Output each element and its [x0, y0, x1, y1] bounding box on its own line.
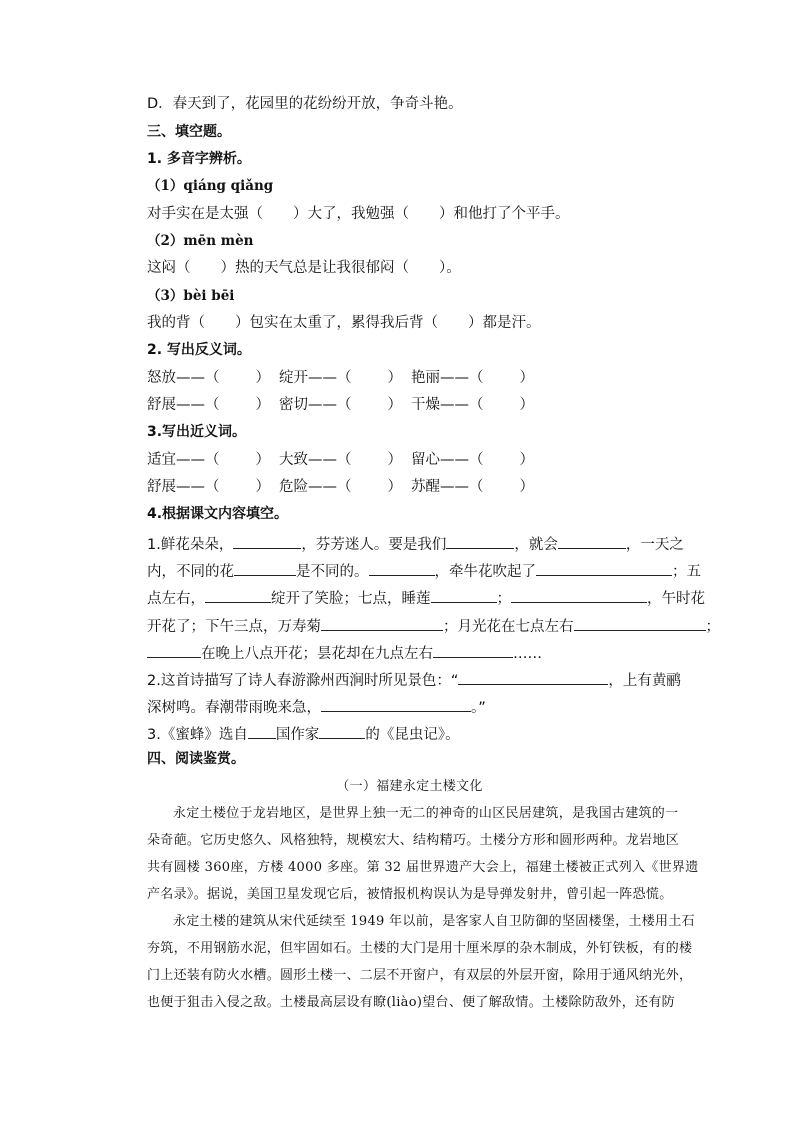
synonym-prompt: 大致——（	[279, 452, 352, 468]
fill-passage-line-2	[147, 559, 701, 582]
answer-blank[interactable]	[446, 532, 514, 549]
passage-text: ，一天之	[625, 537, 684, 553]
q1-3-part-b: ）包实在太重了，累得我后背（	[235, 315, 438, 331]
q2-title: 2. 写出反义词。	[147, 342, 251, 358]
q1-1-pinyin: （1）qiáng qiǎng	[147, 178, 274, 194]
q1-3-part-a: 我的背（	[147, 315, 205, 331]
passage-text: 。”	[471, 700, 486, 716]
question-d-option: D．春天到了，花园里的花纷纷开放，争奇斗艳。	[147, 96, 463, 112]
fill-passage-line-3	[147, 586, 705, 609]
antonym-prompt: 艳丽——（	[411, 370, 484, 386]
passage-text: ，就会	[514, 537, 558, 553]
reading-line-1: 永定土楼位于龙岩地区，是世界上独一无二的神奇的山区民居建筑，是我国古建筑的一	[173, 806, 679, 821]
passage-text: 深树鸣。春潮带雨晚来急，	[147, 700, 321, 716]
q1-1-part-c: ）和他打了个平手。	[439, 206, 570, 222]
reading-title: （一）福建永定土楼文化	[336, 779, 483, 794]
passage-text: 3.《蜜蜂》选自	[147, 727, 248, 743]
paren-close: ）	[387, 370, 402, 386]
poem-line-2	[147, 695, 486, 718]
answer-blank[interactable]	[511, 586, 647, 603]
synonym-prompt: 舒展——（	[147, 479, 220, 495]
q1-2-part-c: ）。	[439, 260, 461, 276]
antonyms-row-1	[147, 368, 534, 388]
passage-text: 1.鲜花朵朵，	[147, 537, 234, 553]
paren-close: ）	[387, 397, 402, 413]
passage-text: ，牵牛花吹起了	[434, 564, 536, 580]
passage-text: ；五	[672, 564, 701, 580]
answer-blank[interactable]	[205, 586, 271, 603]
answer-blank[interactable]	[536, 559, 672, 576]
bee-question	[147, 722, 460, 745]
passage-text: 开花了；下午三点，万寿菊	[147, 619, 321, 635]
paren-close: ）	[255, 397, 270, 413]
antonym-prompt: 怒放——（	[147, 370, 220, 386]
passage-text: 在晚上八点开花；昙花却在九点左右	[201, 646, 433, 662]
reading-line-5: 永定土楼的建筑从宋代延续至 1949 年以前，是客家人自卫防御的坚固楼堡，土楼用土石	[173, 914, 695, 929]
paren-close: ）	[255, 452, 270, 468]
passage-text: ；	[705, 619, 720, 635]
q4-title: 4.根据课文内容填空。	[147, 506, 289, 522]
paren-close: ）	[519, 370, 534, 386]
section-3-heading: 三、填空题。	[147, 124, 231, 140]
q1-title: 1. 多音字辨析。	[147, 151, 251, 167]
q1-2-part-b: ）热的天气总是让我很郁闷（	[220, 260, 409, 276]
answer-blank[interactable]	[234, 559, 296, 576]
answer-blank[interactable]	[147, 641, 201, 658]
passage-text: 的《昆虫记》。	[365, 727, 460, 743]
passage-text: ，午时花	[647, 591, 705, 607]
reading-line-2: 朵奇葩。它历史悠久、风格独特，规模宏大、结构精巧。土楼分方形和圆形两种。龙岩地区	[147, 833, 680, 848]
paren-close: ）	[255, 479, 270, 495]
reading-line-7: 门上还装有防火水槽。圆形土楼一、二层不开窗户，有双层的外层开窗，除用于通风纳光外，	[147, 968, 693, 983]
answer-blank[interactable]	[433, 641, 513, 658]
synonyms-row-2	[147, 477, 534, 497]
answer-blank[interactable]	[574, 614, 706, 631]
passage-text: 国作家	[275, 727, 320, 743]
poem-line-1	[147, 668, 681, 691]
antonym-prompt: 舒展——（	[147, 397, 220, 413]
q1-1-part-a: 对手实在是太强（	[147, 206, 263, 222]
passage-text: 点左右，	[147, 591, 205, 607]
paren-close: ）	[519, 452, 534, 468]
fill-passage-line-5	[147, 641, 542, 664]
reading-line-4: 产名录》。据说，美国卫星发现它后，被情报机构误认为是导弹发射井，曾引起一阵恐慌。	[147, 887, 673, 902]
paren-close: ）	[255, 370, 270, 386]
antonym-prompt: 绽开——（	[279, 370, 352, 386]
reading-line-8: 也便于狙击入侵之敌。土楼最高层设有瞭(liào)望台、便了解敌情。土楼除防敌外，还有防	[147, 995, 675, 1010]
q1-3-pinyin: （3）bèi bēi	[147, 288, 235, 304]
answer-blank[interactable]	[431, 586, 497, 603]
section-4-heading: 四、阅读鉴赏。	[147, 751, 245, 767]
passage-text: ；月光花在七点左右	[443, 619, 574, 635]
passage-text: ……	[513, 646, 542, 662]
passage-text: ，上有黄鹂	[608, 673, 681, 689]
synonym-prompt: 适宜——（	[147, 452, 220, 468]
q1-2-part-a: 这闷（	[147, 260, 191, 276]
paren-close: ）	[519, 479, 534, 495]
antonyms-row-2	[147, 395, 534, 415]
antonym-prompt: 干燥——（	[411, 397, 484, 413]
answer-blank[interactable]	[369, 559, 435, 576]
paren-close: ）	[519, 397, 534, 413]
synonym-prompt: 危险——（	[279, 479, 352, 495]
passage-text: 内，不同的花	[147, 564, 234, 580]
q3-title: 3.写出近义词。	[147, 424, 247, 440]
paren-close: ）	[387, 479, 402, 495]
passage-text: ；	[496, 591, 511, 607]
reading-line-3: 共有圆楼 360座，方楼 4000 多座。第 32 届世界遗产大会上，福建土楼被正式列入《世界遗	[147, 860, 699, 875]
answer-blank[interactable]	[233, 532, 301, 549]
answer-blank[interactable]	[458, 668, 608, 685]
synonyms-row-1	[147, 450, 534, 470]
fill-passage-line-1	[147, 532, 684, 555]
passage-text: 2.这首诗描写了诗人春游滁州西涧时所见景色：“	[147, 673, 459, 689]
reading-line-6: 夯筑，不用钢筋水泥，但牢固如石。土楼的大门是用十厘米厚的杂木制成，外钉铁板，有的楼	[147, 941, 693, 956]
answer-blank[interactable]	[321, 614, 443, 631]
fill-passage-line-4	[147, 614, 720, 637]
q1-3-part-c: ）都是汗。	[468, 315, 541, 331]
synonym-prompt: 留心——（	[411, 452, 484, 468]
q1-2-pinyin: （2）mēn mèn	[147, 233, 254, 249]
passage-text: 绽开了笑脸；七点，睡莲	[271, 591, 431, 607]
antonym-prompt: 密切——（	[279, 397, 352, 413]
answer-blank[interactable]	[321, 695, 471, 712]
answer-blank[interactable]	[248, 722, 276, 739]
passage-text: 是不同的。	[296, 564, 369, 580]
answer-blank[interactable]	[319, 722, 365, 739]
q1-1-part-b: ）大了，我勉强（	[293, 206, 409, 222]
paren-close: ）	[387, 452, 402, 468]
q1-2-sentence	[147, 258, 461, 278]
q1-1-sentence	[147, 204, 570, 224]
q1-3-sentence	[147, 313, 541, 333]
passage-text: ，芬芳迷人。要是我们	[301, 537, 447, 553]
synonym-prompt: 苏醒——（	[411, 479, 484, 495]
answer-blank[interactable]	[558, 532, 626, 549]
